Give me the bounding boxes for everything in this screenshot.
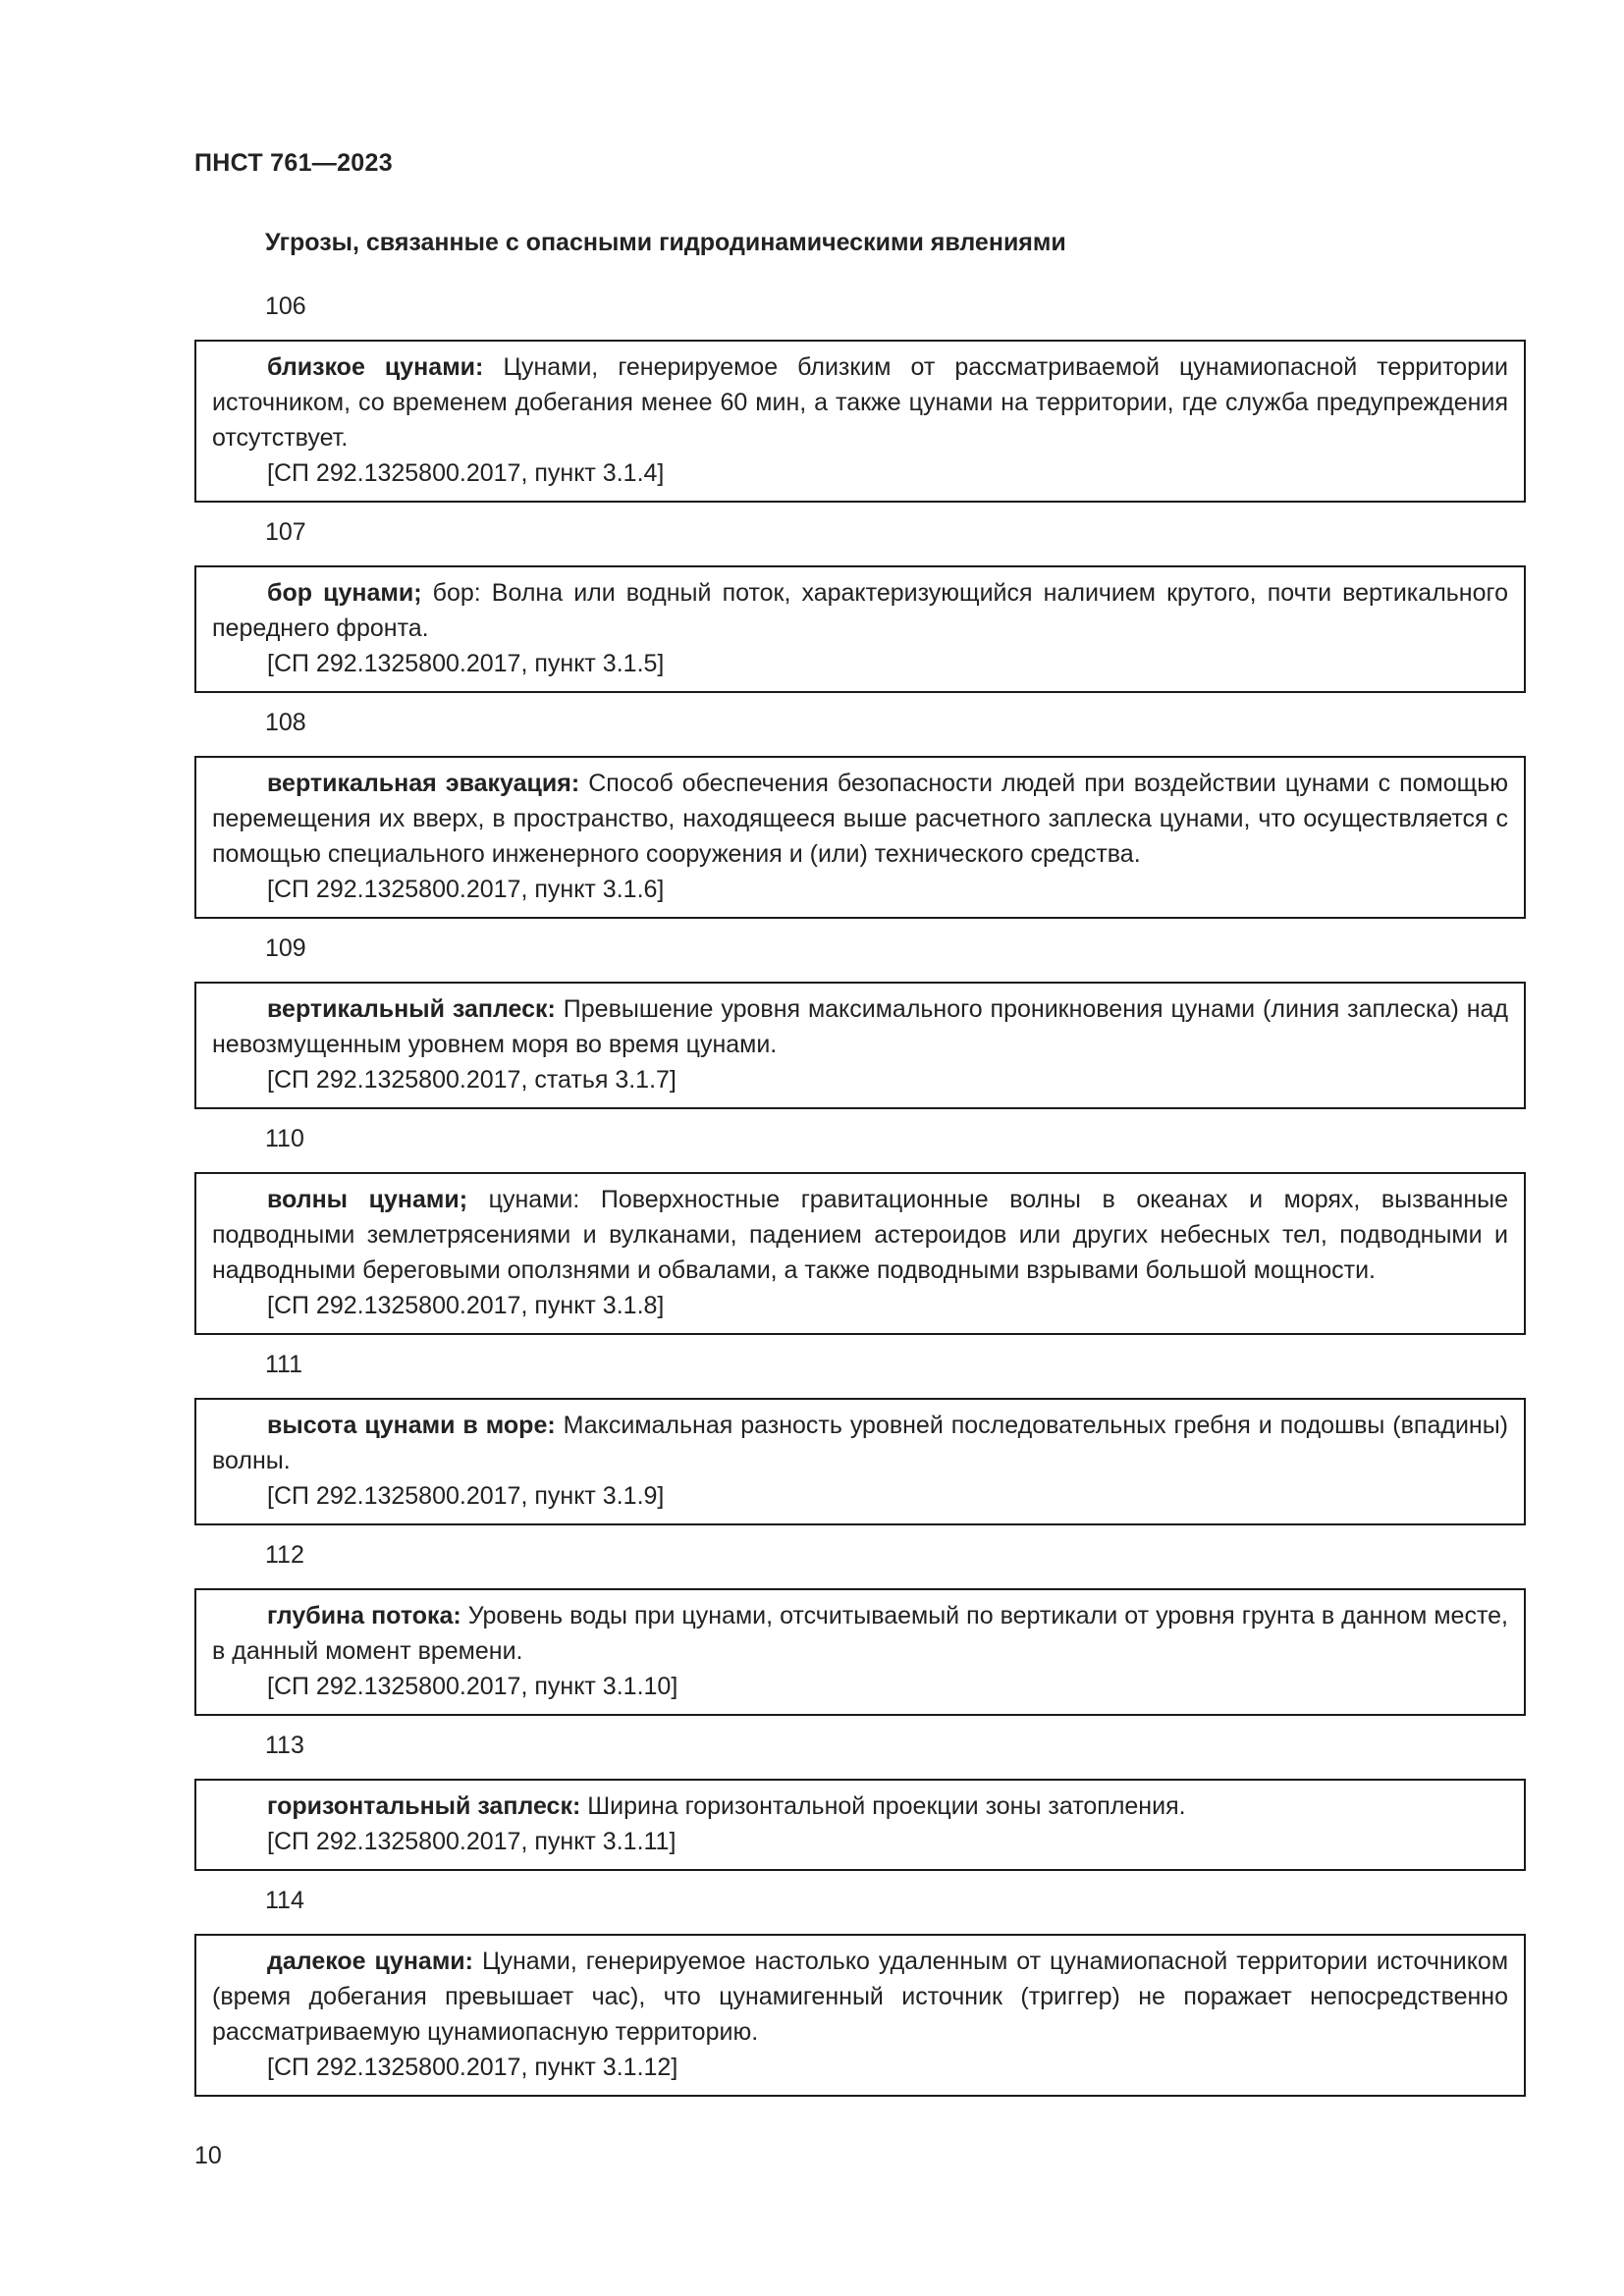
entry-number: 106 [265, 293, 306, 320]
term-name: вертикальная эвакуация: [267, 770, 580, 797]
entry-number: 107 [265, 518, 306, 546]
term-name: близкое цунами: [267, 353, 484, 381]
term-definition [212, 575, 1508, 646]
term-name: высота цунами в море: [267, 1412, 556, 1439]
term-name: бор цунами; [267, 579, 422, 607]
term-entry-box [194, 340, 1526, 503]
entry-number: 114 [265, 1887, 304, 1914]
term-name: глубина потока: [267, 1602, 461, 1629]
term-entry-box [194, 1779, 1526, 1871]
source-reference: [СП 292.1325800.2017, пункт 3.1.10] [267, 1673, 678, 1700]
source-reference: [СП 292.1325800.2017, пункт 3.1.8] [267, 1292, 665, 1319]
definition-text: Способ обеспечения безопасности людей при воздействии цунами с помощью перемещения их вверх, в пространство, находящееся выше расчетного заплеска цунами, что осуществляется с помощью специального инженерного сооружения и (или) технического средства. [212, 770, 1508, 868]
source-reference: [СП 292.1325800.2017, пункт 3.1.9] [267, 1482, 665, 1510]
term-entry-box [194, 1398, 1526, 1525]
entry-number: 109 [265, 934, 306, 962]
term-name: вертикальный заплеск: [267, 995, 556, 1023]
section-title: Угрозы, связанные с опасными гидродинамическими явлениями [265, 229, 1066, 256]
definition-text: Максимальная разность уровней последовательных гребня и подошвы (впадины) волны. [212, 1412, 1509, 1474]
term-definition [212, 1789, 1508, 1824]
term-definition [212, 991, 1508, 1062]
definition-text: Превышение уровня максимального проникновения цунами (линия заплеска) над невозмущенным уровнем моря во время цунами. [212, 995, 1508, 1058]
term-entry-box [194, 1172, 1526, 1335]
term-definition [212, 766, 1508, 872]
term-name: далекое цунами: [267, 1948, 474, 1975]
term-name: волны цунами; [267, 1186, 468, 1213]
source-reference: [СП 292.1325800.2017, пункт 3.1.5] [267, 650, 665, 677]
definition-text: цунами: Поверхностные гравитационные волны в океанах и морях, вызванные подводными землетрясениями и вулканами, падением астероидов или других небесных тел, подводными и надводными береговыми оползнями и обвалами, а также подводными взрывами большой мощности. [212, 1186, 1508, 1284]
term-entries [194, 287, 1526, 2097]
definition-text: Цунами, генерируемое близким от рассматриваемой цунамиопасной территории источником, со временем добегания менее 60 мин, а также цунами на территории, где служба предупреждения отсутствует. [212, 353, 1509, 452]
term-entry-box [194, 756, 1526, 919]
term-definition [212, 1408, 1508, 1478]
definition-text: Ширина горизонтальной проекции зоны затопления. [580, 1792, 1186, 1820]
source-reference: [СП 292.1325800.2017, пункт 3.1.12] [267, 2054, 678, 2081]
source-reference: [СП 292.1325800.2017, пункт 3.1.6] [267, 876, 665, 903]
term-entry-box [194, 565, 1526, 693]
term-definition [212, 349, 1508, 455]
source-reference: [СП 292.1325800.2017, пункт 3.1.11] [267, 1828, 677, 1855]
entry-number: 110 [265, 1125, 304, 1152]
term-definition [212, 1182, 1508, 1288]
term-entry-box [194, 1934, 1526, 2097]
term-definition [212, 1598, 1508, 1669]
term-name: горизонтальный заплеск: [267, 1792, 581, 1820]
entry-number: 111 [265, 1351, 303, 1378]
definition-text: Цунами, генерируемое настолько удаленным от цунамиопасной территории источником (время добегания превышает час), что цунамигенный источник (триггер) не поражает непосредственно рассматриваемую цунамиопасную территорию. [212, 1948, 1509, 2046]
page-number: 10 [194, 2142, 222, 2169]
term-entry-box [194, 1588, 1526, 1716]
source-reference: [СП 292.1325800.2017, пункт 3.1.4] [267, 459, 665, 487]
entry-number: 108 [265, 709, 306, 736]
document-code: ПНСТ 761—2023 [194, 149, 393, 177]
term-entry-box [194, 982, 1526, 1109]
definition-text: Уровень воды при цунами, отсчитываемый по вертикали от уровня грунта в данном месте, в данный момент времени. [212, 1602, 1508, 1665]
entry-number: 112 [265, 1541, 304, 1569]
definition-text: бор: Волна или водный поток, характеризующийся наличием крутого, почти вертикального переднего фронта. [212, 579, 1508, 642]
source-reference: [СП 292.1325800.2017, статья 3.1.7] [267, 1066, 677, 1094]
entry-number: 113 [265, 1732, 304, 1759]
term-definition [212, 1944, 1508, 2050]
